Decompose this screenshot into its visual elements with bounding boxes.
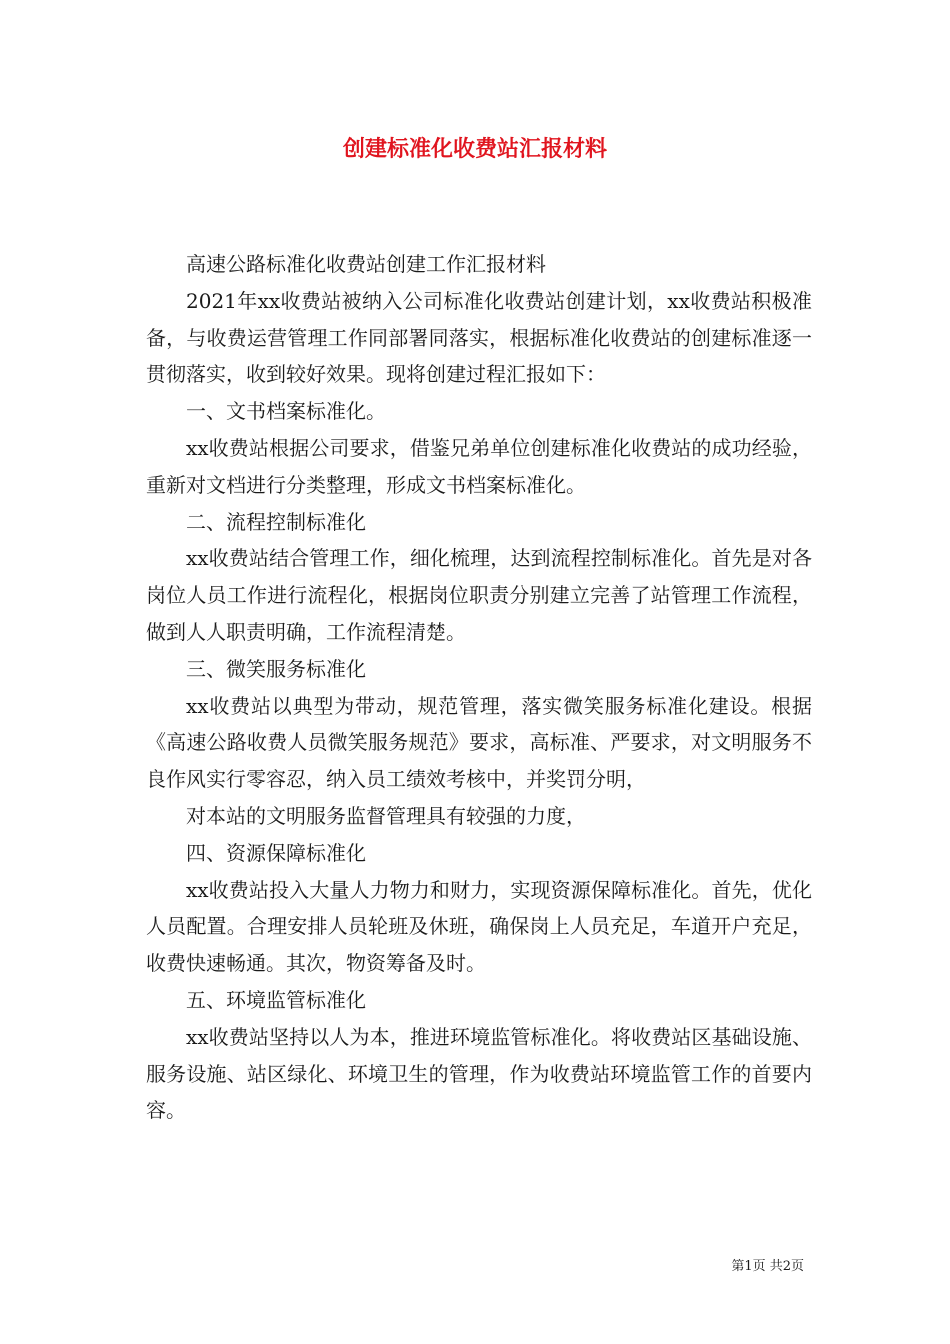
paragraph-section-3-cont: 对本站的文明服务监督管理具有较强的力度， (186, 803, 586, 828)
section-heading-2: 二、流程控制标准化 (186, 509, 366, 534)
paragraph-intro: 2021年xx收费站被纳入公司标准化收费站创建计划，xx收费站积极准备，与收费运营管理工作同部署同落实，根据标准化收费站的创建标准逐一贯彻落实，收到较好效果。现将创建过程汇报如下： (146, 288, 812, 387)
paragraph-section-1: xx收费站根据公司要求，借鉴兄弟单位创建标准化收费站的成功经验，重新对文档进行分类整理，形成文书档案标准化。 (146, 435, 812, 497)
section-heading-3: 三、微笑服务标准化 (186, 656, 366, 681)
paragraph-section-5: xx收费站坚持以人为本，推进环境监管标准化。将收费站区基础设施、服务设施、站区绿化、环境卫生的管理，作为收费站环境监管工作的首要内容。 (146, 1024, 812, 1123)
section-heading-1: 一、文书档案标准化。 (186, 399, 386, 424)
paragraph-section-4: xx收费站投入大量人力物力和财力，实现资源保障标准化。首先，优化人员配置。合理安排人员轮班及休班，确保岗上人员充足，车道开户充足，收费快速畅通。其次，物资筹备及时。 (146, 877, 812, 976)
section-heading-5: 五、环境监管标准化 (186, 987, 366, 1012)
document-body (146, 246, 812, 1129)
paragraph-section-2: xx收费站结合管理工作，细化梳理，达到流程控制标准化。首先是对各岗位人员工作进行流程化，根据岗位职责分别建立完善了站管理工作流程，做到人人职责明确，工作流程清楚。 (146, 546, 812, 644)
page-number: 第1页 共2页 (731, 1259, 804, 1274)
paragraph-subtitle: 高速公路标准化收费站创建工作汇报材料 (186, 252, 546, 276)
section-heading-4: 四、资源保障标准化 (186, 840, 366, 865)
document-title: 创建标准化收费站汇报材料 (342, 136, 607, 162)
paragraph-section-3: xx收费站以典型为带动，规范管理，落实微笑服务标准化建设。根据《高速公路收费人员微笑服务规范》要求，高标准、严要求，对文明服务不良作风实行零容忍，纳入员工绩效考核中，并奖罚分明， (146, 693, 812, 792)
